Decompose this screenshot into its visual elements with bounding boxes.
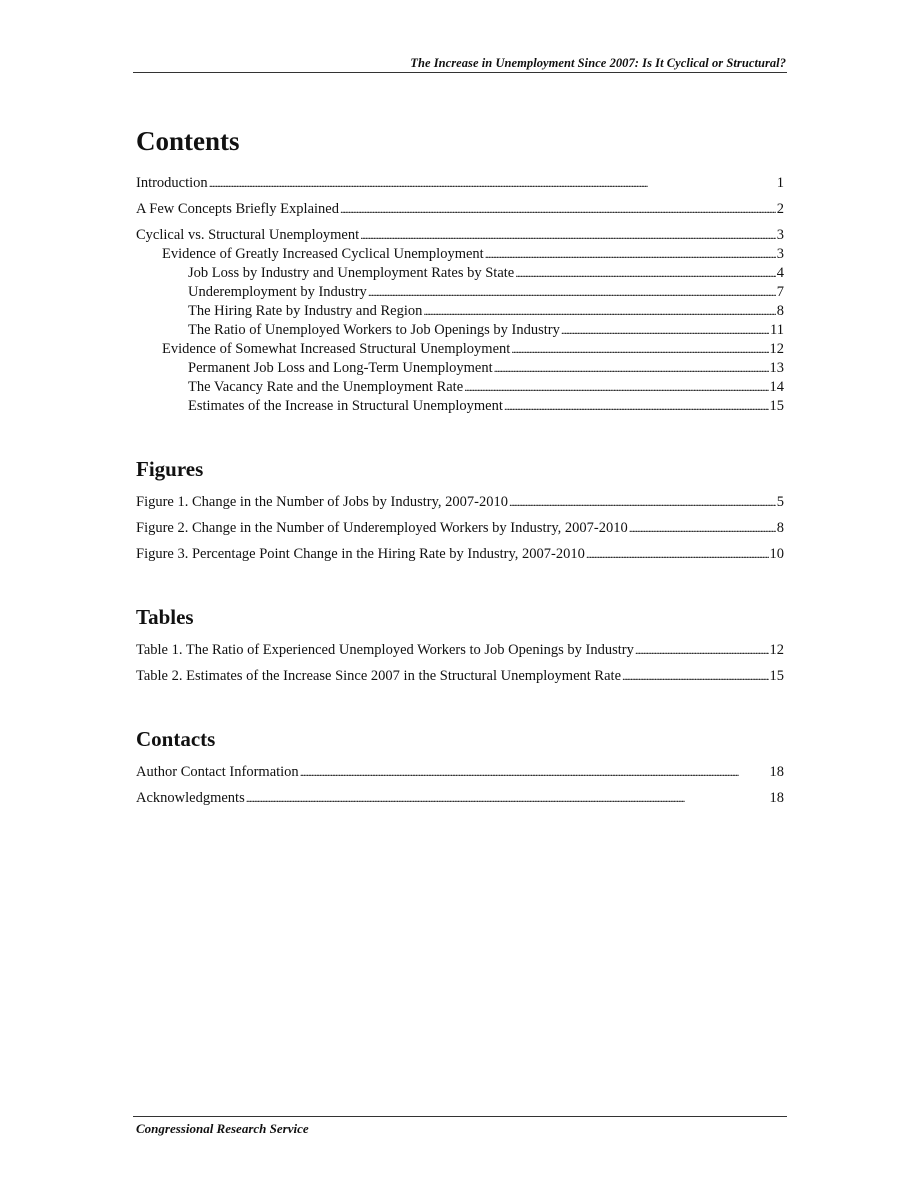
section-spacer xyxy=(136,686,784,726)
toc-entry-ratio-unemployed[interactable] xyxy=(136,321,784,340)
toc-entry-page: 2 xyxy=(776,201,784,217)
toc-entry-acknowledgments[interactable] xyxy=(136,789,784,808)
dot-leader xyxy=(368,283,776,302)
dot-leader xyxy=(515,264,776,283)
toc-entry-page: 4 xyxy=(776,265,784,281)
dot-leader xyxy=(464,378,768,397)
toc-entry-title: Evidence of Greatly Increased Cyclical Unemployment xyxy=(162,246,484,262)
toc-entry-vacancy-rate[interactable] xyxy=(136,378,784,397)
toc-entry-structural-evidence[interactable] xyxy=(136,340,784,359)
dot-leader xyxy=(635,641,769,660)
toc-entry-cyclical-vs-structural[interactable] xyxy=(136,226,784,245)
toc-entry-title: Acknowledgments xyxy=(136,790,245,806)
dot-leader xyxy=(509,493,776,512)
dot-leader xyxy=(485,245,776,264)
toc-entry-figure-1[interactable] xyxy=(136,493,784,512)
toc-entry-cyclical-evidence[interactable] xyxy=(136,245,784,264)
toc-entry-job-loss[interactable] xyxy=(136,264,784,283)
toc-entry-title: Figure 1. Change in the Number of Jobs by Industry, 2007-2010 xyxy=(136,494,508,510)
toc-entry-page: 8 xyxy=(776,520,784,536)
toc-entry-underemployment[interactable] xyxy=(136,283,784,302)
toc-entry-page: 11 xyxy=(770,322,784,338)
dot-leader xyxy=(622,667,769,686)
dot-leader xyxy=(423,302,775,321)
toc-entry-title: Evidence of Somewhat Increased Structural Unemployment xyxy=(162,341,511,357)
toc-entry-title: Figure 3. Percentage Point Change in the Hiring Rate by Industry, 2007-2010 xyxy=(136,546,585,562)
toc-entry-introduction[interactable] xyxy=(136,174,784,193)
toc-entry-title: The Hiring Rate by Industry and Region xyxy=(188,303,423,319)
toc-entry-page: 12 xyxy=(769,341,784,357)
contents-heading: Contents xyxy=(136,126,240,156)
tables-list xyxy=(136,641,784,686)
toc-entry-title: Underemployment by Industry xyxy=(188,284,367,300)
toc-entry-permanent-job-loss[interactable] xyxy=(136,359,784,378)
toc-entry-page: 14 xyxy=(769,379,784,395)
toc-entry-hiring-rate[interactable] xyxy=(136,302,784,321)
tables-heading: Tables xyxy=(136,605,194,629)
toc-entry-page: 18 xyxy=(769,764,784,780)
section-spacer xyxy=(136,564,784,604)
contents-list xyxy=(136,174,784,416)
toc-page xyxy=(136,124,784,808)
toc-entry-title: Job Loss by Industry and Unemployment Rates by State xyxy=(188,265,515,281)
dot-leader xyxy=(360,226,776,245)
toc-entry-title: Figure 2. Change in the Number of Underemployed Workers by Industry, 2007-2010 xyxy=(136,520,628,536)
toc-entry-page: 3 xyxy=(776,227,784,243)
toc-entry-page: 7 xyxy=(776,284,784,300)
toc-entry-figure-2[interactable] xyxy=(136,519,784,538)
footer-text: Congressional Research Service xyxy=(136,1121,309,1136)
toc-entry-title: A Few Concepts Briefly Explained xyxy=(136,201,339,217)
dot-leader xyxy=(209,174,776,193)
toc-entry-structural-estimates[interactable] xyxy=(136,397,784,416)
toc-entry-page: 15 xyxy=(769,668,784,684)
dot-leader xyxy=(586,545,769,564)
toc-entry-title: Introduction xyxy=(136,175,208,191)
contacts-heading: Contacts xyxy=(136,727,216,751)
toc-entry-title: Estimates of the Increase in Structural Unemployment xyxy=(188,398,503,414)
toc-entry-concepts[interactable] xyxy=(136,200,784,219)
contacts-list xyxy=(136,763,784,808)
toc-entry-table-2[interactable] xyxy=(136,667,784,686)
toc-entry-author-contact[interactable] xyxy=(136,763,784,782)
toc-entry-title: Permanent Job Loss and Long-Term Unemployment xyxy=(188,360,493,376)
toc-entry-table-1[interactable] xyxy=(136,641,784,660)
dot-leader xyxy=(494,359,769,378)
header-rule xyxy=(133,72,787,73)
toc-entry-title: Table 1. The Ratio of Experienced Unemployed Workers to Job Openings by Industry xyxy=(136,642,634,658)
toc-entry-page: 15 xyxy=(769,398,784,414)
section-spacer xyxy=(136,416,784,456)
dot-leader xyxy=(511,340,768,359)
toc-entry-page: 10 xyxy=(769,546,784,562)
toc-entry-page: 1 xyxy=(776,175,784,191)
toc-entry-figure-3[interactable] xyxy=(136,545,784,564)
dot-leader xyxy=(629,519,776,538)
dot-leader xyxy=(300,763,769,782)
toc-entry-page: 18 xyxy=(769,790,784,806)
toc-entry-page: 5 xyxy=(776,494,784,510)
toc-entry-page: 13 xyxy=(769,360,784,376)
toc-entry-title: The Ratio of Unemployed Workers to Job Openings by Industry xyxy=(188,322,560,338)
dot-leader xyxy=(340,200,776,219)
toc-entry-title: Table 2. Estimates of the Increase Since 2007 in the Structural Unemployment Rate xyxy=(136,668,621,684)
running-header: The Increase in Unemployment Since 2007: Is It Cyclical or Structural? xyxy=(410,56,786,70)
dot-leader xyxy=(504,397,769,416)
toc-entry-page: 3 xyxy=(776,246,784,262)
footer-rule xyxy=(133,1116,787,1117)
toc-entry-page: 8 xyxy=(776,303,784,319)
figures-list xyxy=(136,493,784,564)
toc-entry-page: 12 xyxy=(769,642,784,658)
toc-entry-title: Author Contact Information xyxy=(136,764,299,780)
dot-leader xyxy=(561,321,769,340)
dot-leader xyxy=(246,789,769,808)
figures-heading: Figures xyxy=(136,457,204,481)
toc-entry-title: Cyclical vs. Structural Unemployment xyxy=(136,227,360,243)
toc-entry-title: The Vacancy Rate and the Unemployment Rate xyxy=(188,379,464,395)
